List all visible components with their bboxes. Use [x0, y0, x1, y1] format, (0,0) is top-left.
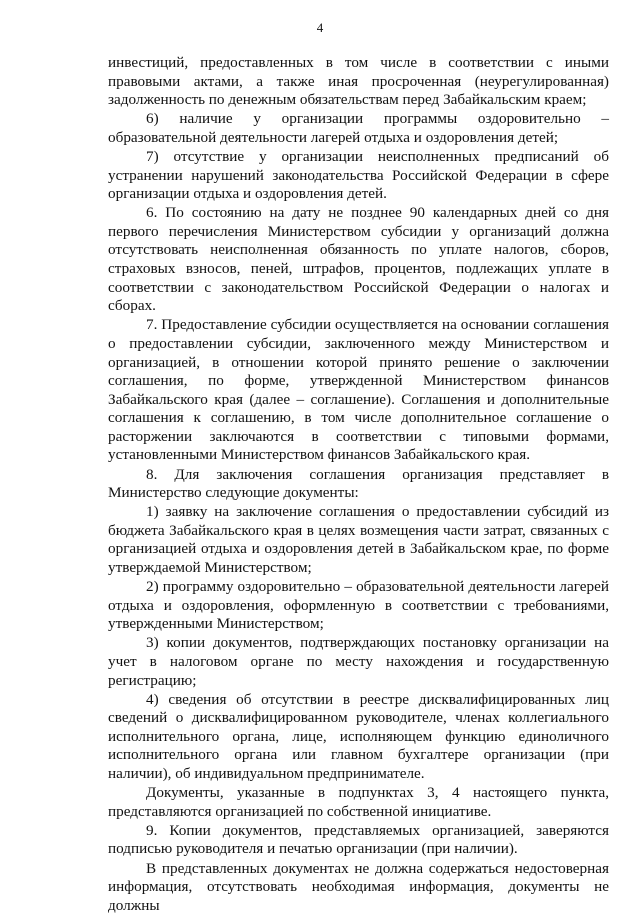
paragraph-section-9: 9. Копии документов, представляемых организацией, заверяются подписью руководителя и печатью организации (при наличии). [108, 821, 609, 858]
page-number: 4 [316, 20, 324, 35]
paragraph-item-7-no-violations: 7) отсутствие у организации неисполненных предписаний об устранении нарушений законодательства Российской Федерации в сфере организации отдыха и оздоровления детей. [108, 147, 609, 203]
paragraph-item-6-program: 6) наличие у организации программы оздоровительно – образовательной деятельности лагерей отдыха и оздоровления детей; [108, 110, 609, 146]
paragraph-doc-item-1: 1) заявку на заключение соглашения о предоставлении субсидий из бюджета Забайкальского края в целях возмещения части затрат, связанных с организацией отдыха и оздоровления детей в Забайкальском крае, по форме утверждаемой Министерством; [108, 503, 609, 577]
paragraph-doc-item-4: 4) сведения об отсутствии в реестре дисквалифицированных лиц сведений о дисквалифицированном руководителе, членах коллегиального исполнительного органа, лице, исполняющем функцию единоличного исполнительного органа или главном бухгалтере организации (при наличии), об индивидуальном предпринимателе. [108, 690, 609, 783]
paragraph-doc-item-3: 3) копии документов, подтверждающих постановку организации на учет в налоговом органе по месту нахождения и государственную регистрацию; [108, 634, 609, 689]
paragraph-section-8: 8. Для заключения соглашения организация представляет в Министерство следующие документы: [108, 465, 609, 502]
paragraph-no-false-info: В представленных документах не должна содержаться недостоверная информация, отсутствовать необходимая информация, документы не должны [108, 859, 609, 914]
paragraph-investments-continuation: инвестиций, предоставленных в том числе в соответствии с иными правовыми актами, а также иная просроченная (неурегулированная) задолженность по денежным обязательствам перед Забайкальским краем; [108, 54, 609, 109]
document-body [108, 54, 609, 915]
paragraph-documents-initiative: Документы, указанные в подпунктах 3, 4 настоящего пункта, представляются организацией по собственной инициативе. [108, 784, 609, 820]
paragraph-section-6: 6. По состоянию на дату не позднее 90 календарных дней со дня первого перечисления Министерством субсидии у организаций должна отсутствовать неисполненная обязанность по уплате налогов, сборов, страховых взносов, пеней, штрафов, процентов, подлежащих уплате в соответствии с законодательством Российской Федерации о налогах и сборах. [108, 204, 609, 315]
paragraph-section-7: 7. Предоставление субсидии осуществляется на основании соглашения о предоставлении субсидии, заключенного между Министерством и организацией, в отношении которой принято решение о заключении соглашения, по форме, утвержденной Министерством финансов Забайкальского края (далее – соглашение). Соглашения и дополнительные соглашения к соглашению, в том числе дополнительное соглашение о расторжении заключаются в соответствии с типовыми формами, установленными Министерством финансов Забайкальского края. [108, 316, 609, 464]
paragraph-doc-item-2: 2) программу оздоровительно – образовательной деятельности лагерей отдыха и оздоровления, оформленную в соответствии с требованиями, утвержденными Министерством; [108, 578, 609, 633]
